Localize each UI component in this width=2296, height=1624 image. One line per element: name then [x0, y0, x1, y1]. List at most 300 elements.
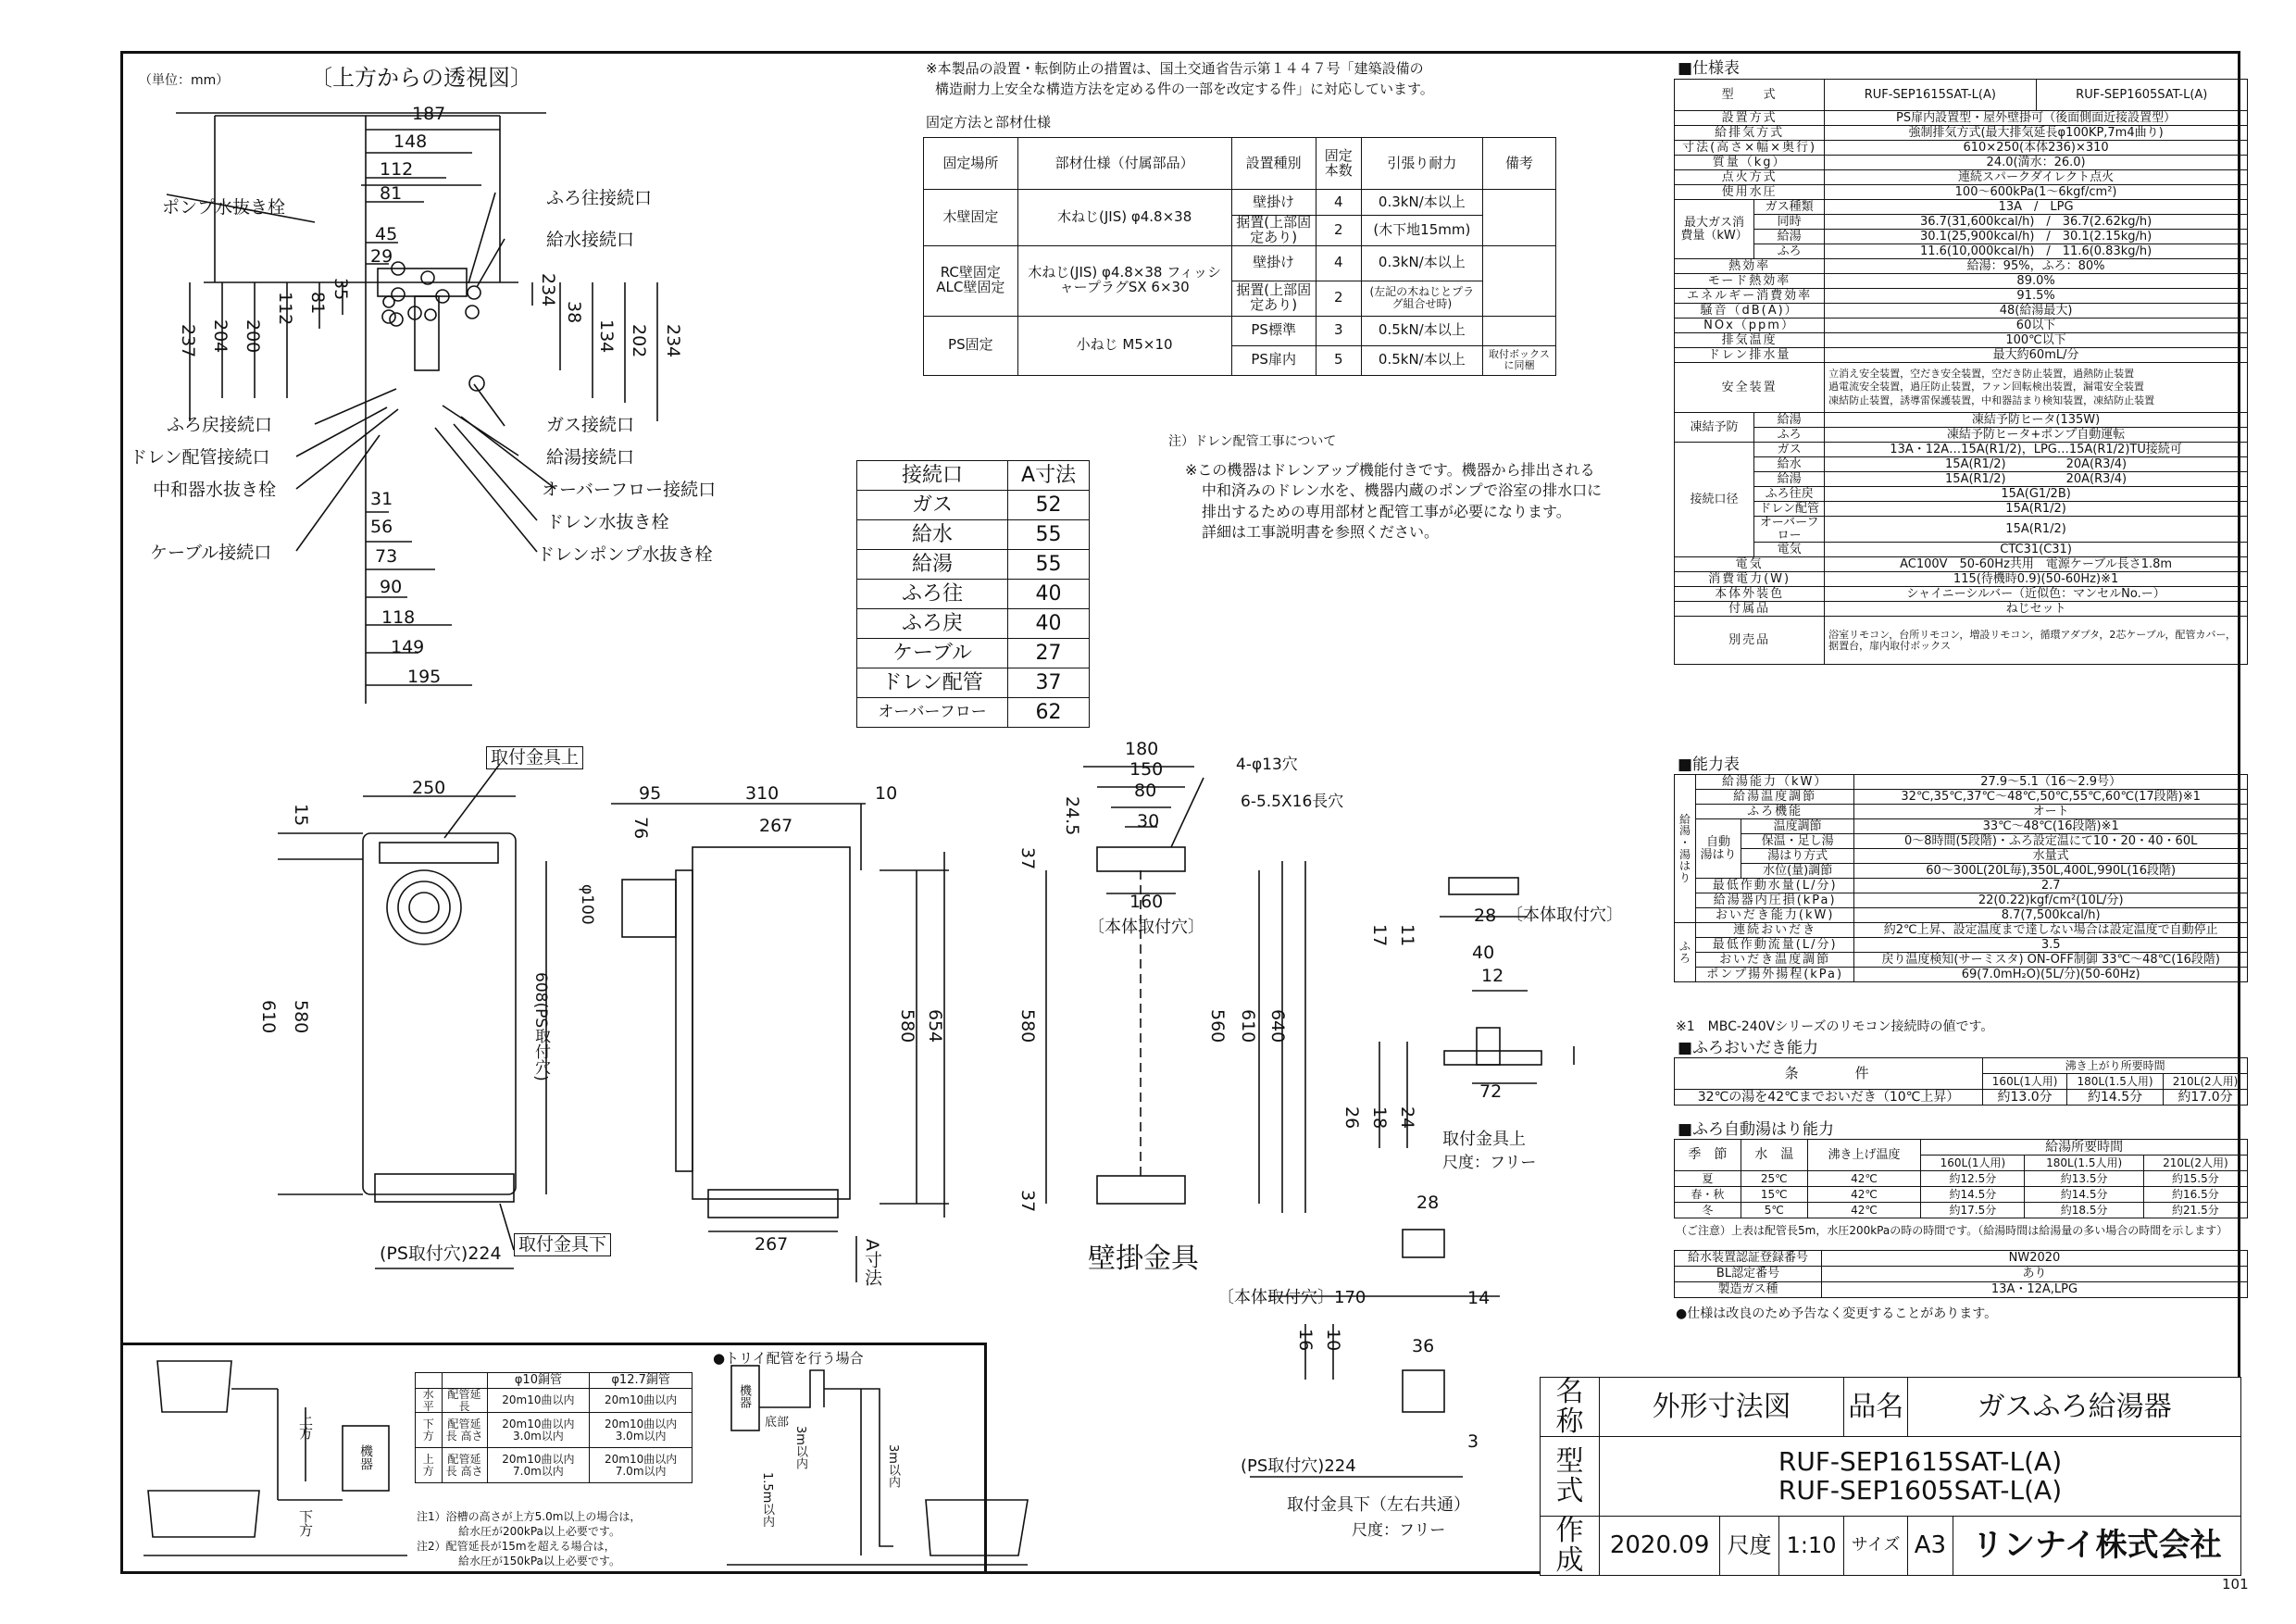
trap-unit: 機器 — [737, 1384, 751, 1408]
spec-value: 11.6(10,000kcal/h) / 11.6(0.83kg/h) — [1825, 244, 2248, 259]
dim-149: 149 — [391, 637, 425, 657]
cap-label: ポンプ揚外揚程(kPa) — [1696, 968, 1854, 982]
spec-value: 13A / LPG — [1825, 200, 2248, 215]
fix-h-count: 固定本数 — [1316, 138, 1361, 190]
pipe-label-up: 上方 — [297, 1412, 314, 1440]
wall-mount-hole: 〔本体取付穴〕 — [1088, 918, 1204, 937]
pipe-note-2: 注2）配管延長が15mを超える場合は， — [417, 1540, 616, 1553]
fix-cell — [1483, 316, 1556, 345]
cap-label: 給湯能力（kW） — [1696, 775, 1854, 790]
fix-cell: 壁掛け — [1231, 190, 1316, 216]
dim-654: 654 — [925, 1009, 945, 1043]
fix-cell — [1483, 245, 1556, 316]
dim-160: 160 — [1129, 892, 1164, 912]
dim-3: 3 — [1467, 1431, 1479, 1452]
auto-fill-table — [1674, 1139, 2248, 1218]
title-block — [1540, 1377, 2241, 1576]
pipe-cell: 20m10曲以内 3.0m以内 — [487, 1413, 590, 1448]
spec-value: 浴室リモコン，台所リモコン，増設リモコン，循環アダプタ，2芯ケーブル，配管カバー，据置台，扉内取付ボックス — [1825, 617, 2248, 665]
spec-sub: オーバーフロー — [1754, 517, 1825, 543]
auto-cell: 42℃ — [1807, 1171, 1921, 1187]
pipe-cell: 20m10曲以内 — [487, 1389, 590, 1413]
spec-value: 強制排気方式(最大排気延長φ100KP,7m4曲り) — [1825, 126, 2248, 141]
auto-cell: 約18.5分 — [2025, 1203, 2143, 1218]
fix-table-caption: 固定方法と部材仕様 — [926, 114, 1052, 131]
cert-label: 給水装置認証登録番号 — [1675, 1251, 1822, 1267]
dim-237: 237 — [178, 324, 198, 358]
fix-cell — [1483, 190, 1556, 246]
label-water-supply: 給水接続口 — [546, 230, 635, 250]
dim-608: 608(PS取付穴) — [531, 972, 550, 1081]
dim-18: 18 — [1369, 1106, 1390, 1130]
a-val: 55 — [1008, 550, 1090, 580]
label-pump-drain: ポンプ水抜き栓 — [162, 197, 286, 218]
a-port: ふろ往 — [857, 580, 1008, 609]
tb-name: 外形寸法図 — [1600, 1378, 1844, 1437]
auto-cell: 冬 — [1675, 1203, 1741, 1218]
dim-36: 36 — [1412, 1336, 1435, 1356]
a-port: ケーブル — [857, 639, 1008, 668]
auto-h: 水 温 — [1741, 1140, 1807, 1171]
spec-model-2: RUF-SEP1605SAT-L(A) — [2036, 80, 2247, 111]
drain-note-2: 中和済みのドレン水を、機器内蔵のポンプで浴室の排水口に — [1202, 481, 1603, 499]
dim-28b: 28 — [1416, 1193, 1440, 1213]
dim-150: 150 — [1129, 759, 1164, 780]
dim-610: 610 — [258, 1000, 279, 1034]
bt-hole: 〔本体取付穴〕 — [1506, 906, 1623, 925]
pipe-cell: 20m10曲以内 7.0m以内 — [590, 1448, 693, 1483]
auto-cell: 約21.5分 — [2143, 1203, 2247, 1218]
fix-cell: 3 — [1316, 316, 1361, 345]
bb-ps224: (PS取付穴)224 — [1241, 1456, 1356, 1476]
spec-value: 610×250(本体236)×310 — [1825, 141, 2248, 156]
cap-label: 連続おいだき — [1696, 923, 1854, 938]
dim-134: 38 — [564, 301, 584, 324]
pipe-table — [415, 1372, 693, 1483]
spec-label: 使用水圧 — [1675, 185, 1825, 200]
spec-sub: ガス種類 — [1754, 200, 1825, 215]
dim-45: 45 — [375, 224, 398, 244]
auto-cell: 約15.5分 — [2143, 1171, 2247, 1187]
fix-cell: 0.3kN/本以上 — [1361, 245, 1482, 281]
tb-company: リンナイ株式会社 — [1953, 1517, 2240, 1576]
fix-h-place: 固定場所 — [924, 138, 1018, 190]
trap-3m-a: 3m以内 — [793, 1426, 807, 1469]
a-val: 52 — [1008, 491, 1090, 520]
fix-h-strength: 引張り耐力 — [1361, 138, 1482, 190]
cap-label: 温度調節 — [1741, 819, 1854, 834]
unit-label: （単位：mm） — [139, 73, 230, 88]
cap-label: おいだき温度調節 — [1696, 953, 1854, 968]
reheat-h-160: 160L(1人用) — [1983, 1074, 2067, 1090]
spec-value: 給湯：95%，ふろ：80% — [1825, 259, 2248, 274]
auto-cell: 5℃ — [1741, 1203, 1807, 1218]
dim-15: 15 — [291, 804, 311, 827]
safety-text: 立消え安全装置，空だき安全装置，空だき防止装置，過熱防止装置 過電流安全装置，過圧防止装置，ファン回転検出装置，漏電安全装置 凍結防止装置，誘導雷保護装置，中和器詰まり検知装置，凍結防止装置 — [1825, 363, 2248, 413]
spec-value: 48(給湯最大) — [1825, 304, 2248, 319]
hole-13: 4-φ13穴 — [1236, 756, 1298, 774]
cap-label: 給湯温度調節 — [1696, 790, 1854, 805]
dim-28t: 28 — [1474, 906, 1497, 926]
cap-value: 戻り温度検知(サーミスタ) ON-OFF制御 33℃〜48℃(16段階) — [1854, 953, 2248, 968]
fix-cell: 壁掛け — [1231, 245, 1316, 281]
a-val: 62 — [1008, 698, 1090, 728]
slot-5x16: 6-5.5X16長穴 — [1241, 793, 1344, 811]
auto-cell: 約14.5分 — [2025, 1187, 2143, 1203]
dim-250: 250 — [412, 778, 446, 798]
spec-sub: 給湯 — [1754, 472, 1825, 487]
spec-value: 89.0% — [1825, 274, 2248, 289]
spec-value: PS扉内設置型・屋外壁掛可（後面側面近接設置型） — [1825, 111, 2248, 126]
a-val: 40 — [1008, 580, 1090, 609]
spec-value: 91.5% — [1825, 289, 2248, 304]
spec-title: ■仕様表 — [1678, 59, 1741, 78]
fix-cell: 据置(上部固定あり) — [1231, 281, 1316, 316]
piping-divider-v — [984, 1343, 987, 1571]
spec-value: ねじセット — [1825, 602, 2248, 617]
fix-cell: (左記の木ねじとプラグ組合せ時) — [1361, 281, 1482, 316]
spec-label: 質量（kg） — [1675, 156, 1825, 170]
dim-26: 26 — [1341, 1106, 1362, 1130]
spec-label: 設置方式 — [1675, 111, 1825, 126]
a-port: ガス — [857, 491, 1008, 520]
bt-scale: 尺度：フリー — [1442, 1154, 1537, 1172]
fix-table — [923, 137, 1556, 376]
cap-value: 60〜300L(20L毎),350L,400L,990L(16段階) — [1854, 864, 2248, 879]
cap-value: オート — [1854, 805, 2248, 819]
safety-label: 安全装置 — [1675, 363, 1825, 413]
dim-580s: 580 — [897, 1009, 917, 1043]
trap-title: ●トリイ配管を行う場合 — [713, 1350, 864, 1367]
spec-value: CTC31(C31) — [1825, 543, 2248, 557]
dim-224: 202 — [629, 324, 649, 358]
spec-group: 接続口径 — [1675, 443, 1754, 557]
wall-bracket — [1046, 767, 1305, 1213]
dim-24-5: 24.5 — [1062, 796, 1082, 836]
a-port: 給水 — [857, 520, 1008, 550]
a-val: 27 — [1008, 639, 1090, 668]
reheat-table — [1674, 1057, 2248, 1106]
auto-h: 210L(2人用) — [2143, 1156, 2247, 1171]
label-overflow: オーバーフロー接続口 — [542, 480, 717, 500]
bracket-bottom-detail — [1250, 1230, 1500, 1477]
cap-label: 最低作動流量(L/分) — [1696, 938, 1854, 953]
a-h-dim: A寸法 — [1008, 461, 1090, 491]
spec-value: 15A(G1/2B) — [1825, 487, 2248, 502]
a-port: ふろ戻 — [857, 609, 1008, 639]
dim-d100: φ100 — [578, 884, 596, 925]
spec-value: 100〜600kPa(1〜6kgf/cm²) — [1825, 185, 2248, 200]
dim-80: 80 — [1134, 781, 1157, 801]
cap-value: 8.7(7,500kcal/h) — [1854, 908, 2248, 923]
cert-label: BL認定番号 — [1675, 1267, 1822, 1282]
cap-auto: 自動 湯はり — [1696, 819, 1741, 879]
drain-note-3: 排出するための専用部材と配管工事が必要になります。 — [1202, 503, 1571, 520]
cap-label: 給湯器内圧損(kPa) — [1696, 893, 1854, 908]
cap-label: 水位(量)調節 — [1741, 864, 1854, 879]
dim-81: 81 — [380, 183, 403, 204]
fix-cell: PS扉内 — [1231, 345, 1316, 375]
spec-sub: 給湯 — [1754, 230, 1825, 244]
auto-cell: 42℃ — [1807, 1203, 1921, 1218]
fix-cell: RC壁固定 ALC壁固定 — [924, 245, 1018, 316]
a-h-port: 接続口 — [857, 461, 1008, 491]
dim-10b: 10 — [1323, 1329, 1343, 1352]
pipe-cell: 20m10曲以内 3.0m以内 — [590, 1413, 693, 1448]
bb-scale: 尺度：フリー — [1352, 1521, 1446, 1540]
pipe-h — [416, 1373, 443, 1389]
view-title: 〔上方からの透視図〕 — [310, 65, 532, 91]
cap-value: 0〜8時間(5段階)・ふろ設定温にて10・20・40・60L — [1854, 834, 2248, 849]
dim-76: 76 — [630, 817, 651, 840]
reheat-h-180: 180L(1.5人用) — [2067, 1074, 2164, 1090]
spec-label: 熱効率 — [1675, 259, 1825, 274]
cap-value: 69(7.0mH₂O)(5L/分)(50-60Hz) — [1854, 968, 2248, 982]
cap-value: 22(0.22)kgf/cm²(10L/分) — [1854, 893, 2248, 908]
fix-cell: 0.5kN/本以上 — [1361, 345, 1482, 375]
spec-label: 付属品 — [1675, 602, 1825, 617]
dim-95: 95 — [639, 783, 662, 804]
spec-sub: 給水 — [1754, 457, 1825, 472]
spec-label: 寸法(高さ×幅×奥行) — [1675, 141, 1825, 156]
spec-table — [1674, 79, 2248, 665]
tb-model-label: 型式 — [1541, 1437, 1600, 1517]
dim-11: 11 — [1397, 924, 1417, 947]
dim-234r: 234 — [663, 324, 683, 358]
bb-hole170: 〔本体取付穴〕170 — [1217, 1288, 1366, 1307]
spec-sub: ふろ — [1754, 428, 1825, 443]
reheat-h-cond: 条 件 — [1675, 1058, 1983, 1090]
side-view — [611, 804, 949, 1282]
a-val: 55 — [1008, 520, 1090, 550]
label-hot-water: 給湯接続口 — [546, 447, 635, 468]
front-bracket-top: 取付金具上 — [486, 746, 583, 769]
pipe-h — [442, 1373, 487, 1389]
label-bath-return: ふろ戻接続口 — [167, 415, 273, 435]
fix-cell: 小ねじ M5×10 — [1017, 316, 1231, 375]
auto-cell: 15℃ — [1741, 1187, 1807, 1203]
dim-38: 234 — [538, 273, 558, 307]
dim-81v: 81 — [307, 292, 328, 315]
spec-sub: ふろ往戻 — [1754, 487, 1825, 502]
auto-cell: 約14.5分 — [1921, 1187, 2025, 1203]
dim-90: 90 — [380, 577, 403, 597]
cap-title: ■能力表 — [1678, 756, 1741, 774]
tb-made-label: 作成 — [1541, 1517, 1600, 1576]
dim-148: 148 — [393, 131, 428, 152]
bb-title: 取付金具下（左右共通） — [1287, 1495, 1470, 1515]
spec-label: 排気温度 — [1675, 333, 1825, 348]
fix-cell: 5 — [1316, 345, 1361, 375]
a-port: 給湯 — [857, 550, 1008, 580]
pipe-cell: 上方 — [416, 1448, 443, 1483]
tb-size: A3 — [1908, 1517, 1953, 1576]
a-val: 40 — [1008, 609, 1090, 639]
fix-cell: PS固定 — [924, 316, 1018, 375]
spec-value: 凍結予防ヒータ(135W) — [1825, 413, 2248, 428]
trap-bottom: 底部 — [765, 1416, 790, 1430]
pipe-cell: 20m10曲以内 7.0m以内 — [487, 1448, 590, 1483]
tb-model-1: RUF-SEP1615SAT-L(A) — [1778, 1445, 2063, 1477]
dim-118: 118 — [381, 607, 416, 628]
a-dimension-table — [856, 460, 1090, 728]
fix-cell: 2 — [1316, 281, 1361, 316]
pipe-h: φ10銅管 — [487, 1373, 590, 1389]
pipe-cell: 配管延長 — [442, 1389, 487, 1413]
spec-value: 24.0(満水：26.0) — [1825, 156, 2248, 170]
spec-label: モード熱効率 — [1675, 274, 1825, 289]
dim-30: 30 — [1137, 811, 1160, 831]
pipe-note-1: 給水圧が200kPa以上必要です。 — [458, 1525, 620, 1538]
drain-note-4: 詳細は工事説明書を参照ください。 — [1202, 523, 1440, 541]
dim-267a: 267 — [759, 816, 793, 836]
spec-value: 60以下 — [1825, 319, 2248, 333]
dim-17: 17 — [1369, 924, 1390, 947]
fix-h-part: 部材仕様（付属部品） — [1017, 138, 1231, 190]
cap-value: 2.7 — [1854, 879, 2248, 893]
dim-73: 73 — [375, 546, 398, 567]
dim-72: 72 — [1479, 1081, 1503, 1102]
a-val: 37 — [1008, 668, 1090, 698]
fix-cell: 2 — [1316, 216, 1361, 246]
fix-cell: 木ねじ(JIS) φ4.8×38 — [1017, 190, 1231, 246]
auto-cell: 25℃ — [1741, 1171, 1807, 1187]
fix-cell: 取付ボックスに同梱 — [1483, 345, 1556, 375]
reheat-cond: 32℃の湯を42℃までおいだき（10℃上昇） — [1675, 1090, 1983, 1106]
fix-cell: 据置(上部固定あり) — [1231, 216, 1316, 246]
auto-cell: 春・秋 — [1675, 1187, 1741, 1203]
pipe-cell: 配管延長 高さ — [442, 1413, 487, 1448]
label-bath-supply: ふろ往接続口 — [546, 188, 653, 208]
spec-value: 15A(R1/2) 20A(R3/4) — [1825, 457, 2248, 472]
fix-h-note: 備考 — [1483, 138, 1556, 190]
spec-label: 本体外装色 — [1675, 587, 1825, 602]
spec-sub: 電気 — [1754, 543, 1825, 557]
cap-note: ※1 MBC-240Vシリーズのリモコン接続時の値です。 — [1676, 1019, 1994, 1034]
reheat-h-210: 210L(2人用) — [2164, 1074, 2248, 1090]
spec-sub: ドレン配管 — [1754, 502, 1825, 517]
cap-label: 最低作動水量(L/分) — [1696, 879, 1854, 893]
dim-40: 40 — [1472, 943, 1495, 963]
pipe-cell: 20m10曲以内 — [590, 1389, 693, 1413]
spec-sub: ふろ — [1754, 244, 1825, 259]
spec-label: 給排気方式 — [1675, 126, 1825, 141]
cap-value: 33℃〜48℃(16段階)※1 — [1854, 819, 2248, 834]
spec-value: 連続スパークダイレクト点火 — [1825, 170, 2248, 185]
dim-35: 35 — [331, 278, 351, 301]
spec-model-label: 型 式 — [1675, 80, 1825, 111]
cap-label: おいだき能力(kW) — [1696, 908, 1854, 923]
dim-12: 12 — [1481, 966, 1504, 986]
a-port: ドレン配管 — [857, 668, 1008, 698]
spec-value: 最大約60mL/分 — [1825, 348, 2248, 363]
cap-value: 約2℃上昇、設定温度まで達しない場合は設定温度で自動停止 — [1854, 923, 2248, 938]
tb-product: ガスふろ給湯器 — [1908, 1378, 2241, 1437]
dim-180: 180 — [1125, 739, 1159, 759]
reheat-title: ■ふろおいだき能力 — [1678, 1039, 1819, 1057]
dim-37a: 37 — [1017, 847, 1038, 870]
fix-cell: 4 — [1316, 190, 1361, 216]
install-note-2: 構造耐力上安全な構造方法を定める件の一部を改定する件」に対応しています。 — [935, 81, 1434, 97]
reheat-val: 約14.5分 — [2067, 1090, 2164, 1106]
auto-h: 180L(1.5人用) — [2025, 1156, 2143, 1171]
tb-product-label: 品名 — [1844, 1378, 1908, 1437]
auto-cell: 約13.5分 — [2025, 1171, 2143, 1187]
fix-cell: 0.3kN/本以上 — [1361, 190, 1482, 216]
front-bracket-bottom: 取付金具下 — [514, 1233, 611, 1256]
cap-label: ふろ機能 — [1696, 805, 1854, 819]
auto-h: 160L(1人用) — [1921, 1156, 2025, 1171]
auto-cell: 約17.5分 — [1921, 1203, 2025, 1218]
front-view — [278, 764, 550, 1268]
label-cable: ケーブル接続口 — [150, 543, 272, 563]
spec-value: 15A(R1/2) 20A(R3/4) — [1825, 472, 2248, 487]
wall-bracket-title: 壁掛金具 — [1088, 1243, 1199, 1275]
auto-h: 季 節 — [1675, 1140, 1741, 1171]
cert-value: あり — [1822, 1267, 2248, 1282]
auto-h: 沸き上げ温度 — [1807, 1140, 1921, 1171]
spec-label: 別売品 — [1675, 617, 1825, 665]
spec-sub: 給湯 — [1754, 413, 1825, 428]
spec-label: NOx（ppm） — [1675, 319, 1825, 333]
cap-value: 32℃,35℃,37℃〜48℃,50℃,55℃,60℃(17段階)※1 — [1854, 790, 2248, 805]
drain-note-1: ※この機器はドレンアップ機能付きです。機器から排出される — [1185, 461, 1595, 479]
cert-label: 製造ガス種 — [1675, 1282, 1822, 1298]
dim-10: 10 — [875, 783, 898, 804]
auto-h: 給湯所要時間 — [1921, 1140, 2248, 1156]
fix-cell: 木ねじ(JIS) φ4.8×38 フィッシャープラグSX 6×30 — [1017, 245, 1231, 316]
spec-label: エネルギー消費効率 — [1675, 289, 1825, 304]
dim-560: 560 — [1207, 1009, 1228, 1043]
label-drain-pipe: ドレン配管接続口 — [130, 447, 270, 468]
spec-value: 100℃以下 — [1825, 333, 2248, 348]
cap-value: 3.5 — [1854, 938, 2248, 953]
cert-note: ●仕様は改良のため予告なく変更することがあります。 — [1676, 1306, 1998, 1321]
spec-model-1: RUF-SEP1615SAT-L(A) — [1825, 80, 2036, 111]
pipe-label-down: 下方 — [297, 1509, 314, 1537]
tb-name-label: 名称 — [1541, 1378, 1600, 1437]
dim-195: 195 — [407, 667, 442, 687]
cap-group-bath: ふ ろ — [1675, 923, 1696, 982]
dim-ps224: (PS取付穴)224 — [380, 1243, 502, 1264]
pipe-cell: 水平 — [416, 1389, 443, 1413]
dim-37b: 37 — [1017, 1190, 1038, 1213]
spec-label: ドレン排水量 — [1675, 348, 1825, 363]
reheat-val: 約17.0分 — [2164, 1090, 2248, 1106]
spec-sub: ガス — [1754, 443, 1825, 457]
dim-29: 29 — [370, 246, 393, 267]
cap-value: 水量式 — [1854, 849, 2248, 864]
label-drain-plug: ドレン水抜き栓 — [546, 512, 669, 532]
dim-187: 187 — [412, 104, 446, 124]
auto-cell: 約12.5分 — [1921, 1171, 2025, 1187]
spec-value: シャイニーシルバー（近似色：マンセルNo.ー） — [1825, 587, 2248, 602]
spec-value: 15A(R1/2) — [1825, 502, 2248, 517]
tb-scale-label: 尺度 — [1720, 1517, 1779, 1576]
auto-cell: 約16.5分 — [2143, 1187, 2247, 1203]
pipe-cell: 配管延長 高さ — [442, 1448, 487, 1483]
label-gas: ガス接続口 — [546, 415, 635, 435]
dim-112v: 112 — [275, 292, 295, 326]
spec-value: 15A(R1/2) — [1825, 517, 2248, 543]
pipe-note-0: 注1）浴槽の高さが上方5.0m以上の場合は， — [417, 1510, 642, 1523]
cert-value: NW2020 — [1822, 1251, 2248, 1267]
cap-group-hot: 給 湯 ・ 湯 は り — [1675, 775, 1696, 923]
cap-label: 湯はり方式 — [1741, 849, 1854, 864]
piping-divider — [123, 1343, 984, 1345]
label-neutralizer-drain: 中和器水抜き栓 — [153, 480, 277, 500]
a-port: オーバーフロー — [857, 698, 1008, 728]
